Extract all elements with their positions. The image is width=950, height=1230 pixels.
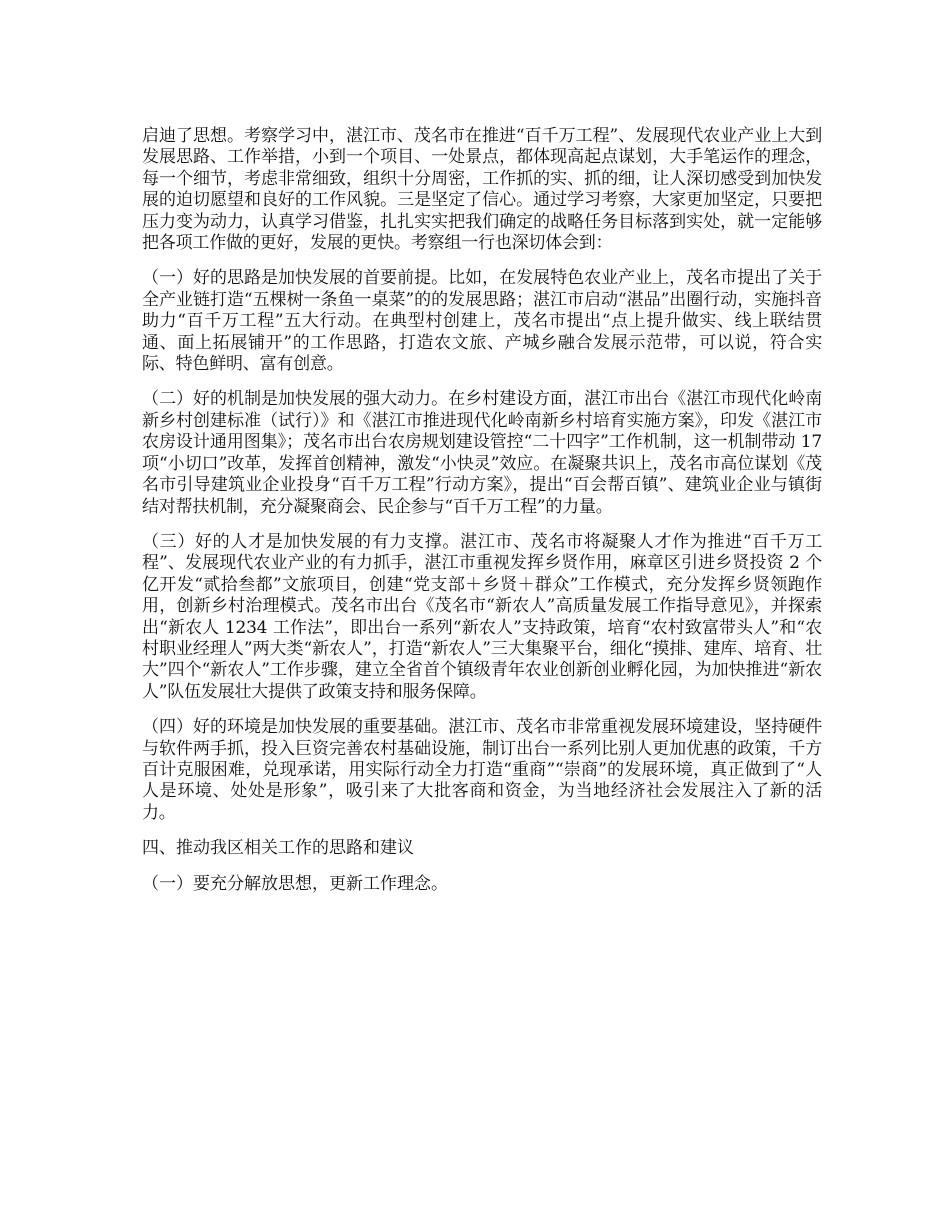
paragraph-good-ideas: （一）好的思路是加快发展的首要前提。比如，在发展特色农业产业上，茂名市提出了关于全产业链打造“五棵树一条鱼一桌菜”的的发展思路；湛江市启动“湛品”出圈行动，实施抖音助力“百千万工程”五大行动。在典型村创建上，茂名市提出“点上提升做实、线上联结贯通、面上拓展铺开”的工作思路，打造农文旅、产城乡融合发展示范带，可以说，符合实际、特色鲜明、富有创意。 [142,268,822,375]
paragraph-intro: 启迪了思想。考察学习中，湛江市、茂名市在推进“百千万工程”、发展现代农业产业上大到发展思路、工作举措，小到一个项目、一处景点，都体现高起点谋划，大手笔运作的理念，每一个细节，考虑非常细致，组织十分周密，工作抓的实、抓的细，让人深切感受到加快发展的迫切愿望和良好的工作风貌。三是坚定了信心。通过学习考察，大家更加坚定，只要把压力变为动力，认真学习借鉴，扎扎实实把我们确定的战略任务目标落到实处，就一定能够把各项工作做的更好，发展的更快。考察组一行也深切体会到： [142,126,822,254]
paragraph-good-talent: （三）好的人才是加快发展的有力支撑。湛江市、茂名市将凝聚人才作为推进“百千万工程”、发展现代农业产业的有力抓手，湛江市重视发挥乡贤作用，麻章区引进乡贤投资 2 个亿开发“贰拾叁都”文旅项目，创建“党支部＋乡贤＋群众”工作模式，充分发挥乡贤领跑作用，创新乡村治理模式。茂名市出台《茂名市“新农人”高质量发展工作指导意见》，并探索出“新农人 1234 工作法”，即出台一系列“新农人”支持政策，培育“农村致富带头人”和“农村职业经理人”两大类“新农人”，打造“新农人”三大集聚平台，细化“摸排、建库、培育、壮大”四个“新农人”工作步骤，建立全省首个镇级青年农业创新创业孵化园，为加快推进“新农人”队伍发展壮大提供了政策支持和服务保障。 [142,531,822,702]
document-page [142,126,822,909]
subsection-heading: （一）要充分解放思想，更新工作理念。 [142,873,448,894]
section-heading: 四、推动我区相关工作的思路和建议 [142,838,414,859]
paragraph-good-mechanism: （二）好的机制是加快发展的强大动力。在乡村建设方面，湛江市出台《湛江市现代化岭南新乡村创建标准（试行）》和《湛江市推进现代化岭南新乡村培育实施方案》，印发《湛江市农房设计通用图集》；茂名市出台农房规划建设管控“二十四字”工作机制，这一机制带动 17 项“小切口”改革，发挥首创精神，激发“小快灵”效应。在凝聚共识上，茂名市高位谋划《茂名市引导建筑业企业投身“百千万工程”行动方案》，提出“百会帮百镇”、建筑业企业与镇街结对帮扶机制，充分凝聚商会、民企参与“百千万工程”的力量。 [142,389,822,517]
paragraph-good-environment: （四）好的环境是加快发展的重要基础。湛江市、茂名市非常重视发展环境建设，坚持硬件与软件两手抓，投入巨资完善农村基础设施，制订出台一系列比别人更加优惠的政策，千方百计克服困难，兑现承诺，用实际行动全力打造“重商”“崇商”的发展环境，真正做到了“人人是环境、处处是形象”，吸引来了大批客商和资金，为当地经济社会发展注入了新的活力。 [142,717,822,823]
